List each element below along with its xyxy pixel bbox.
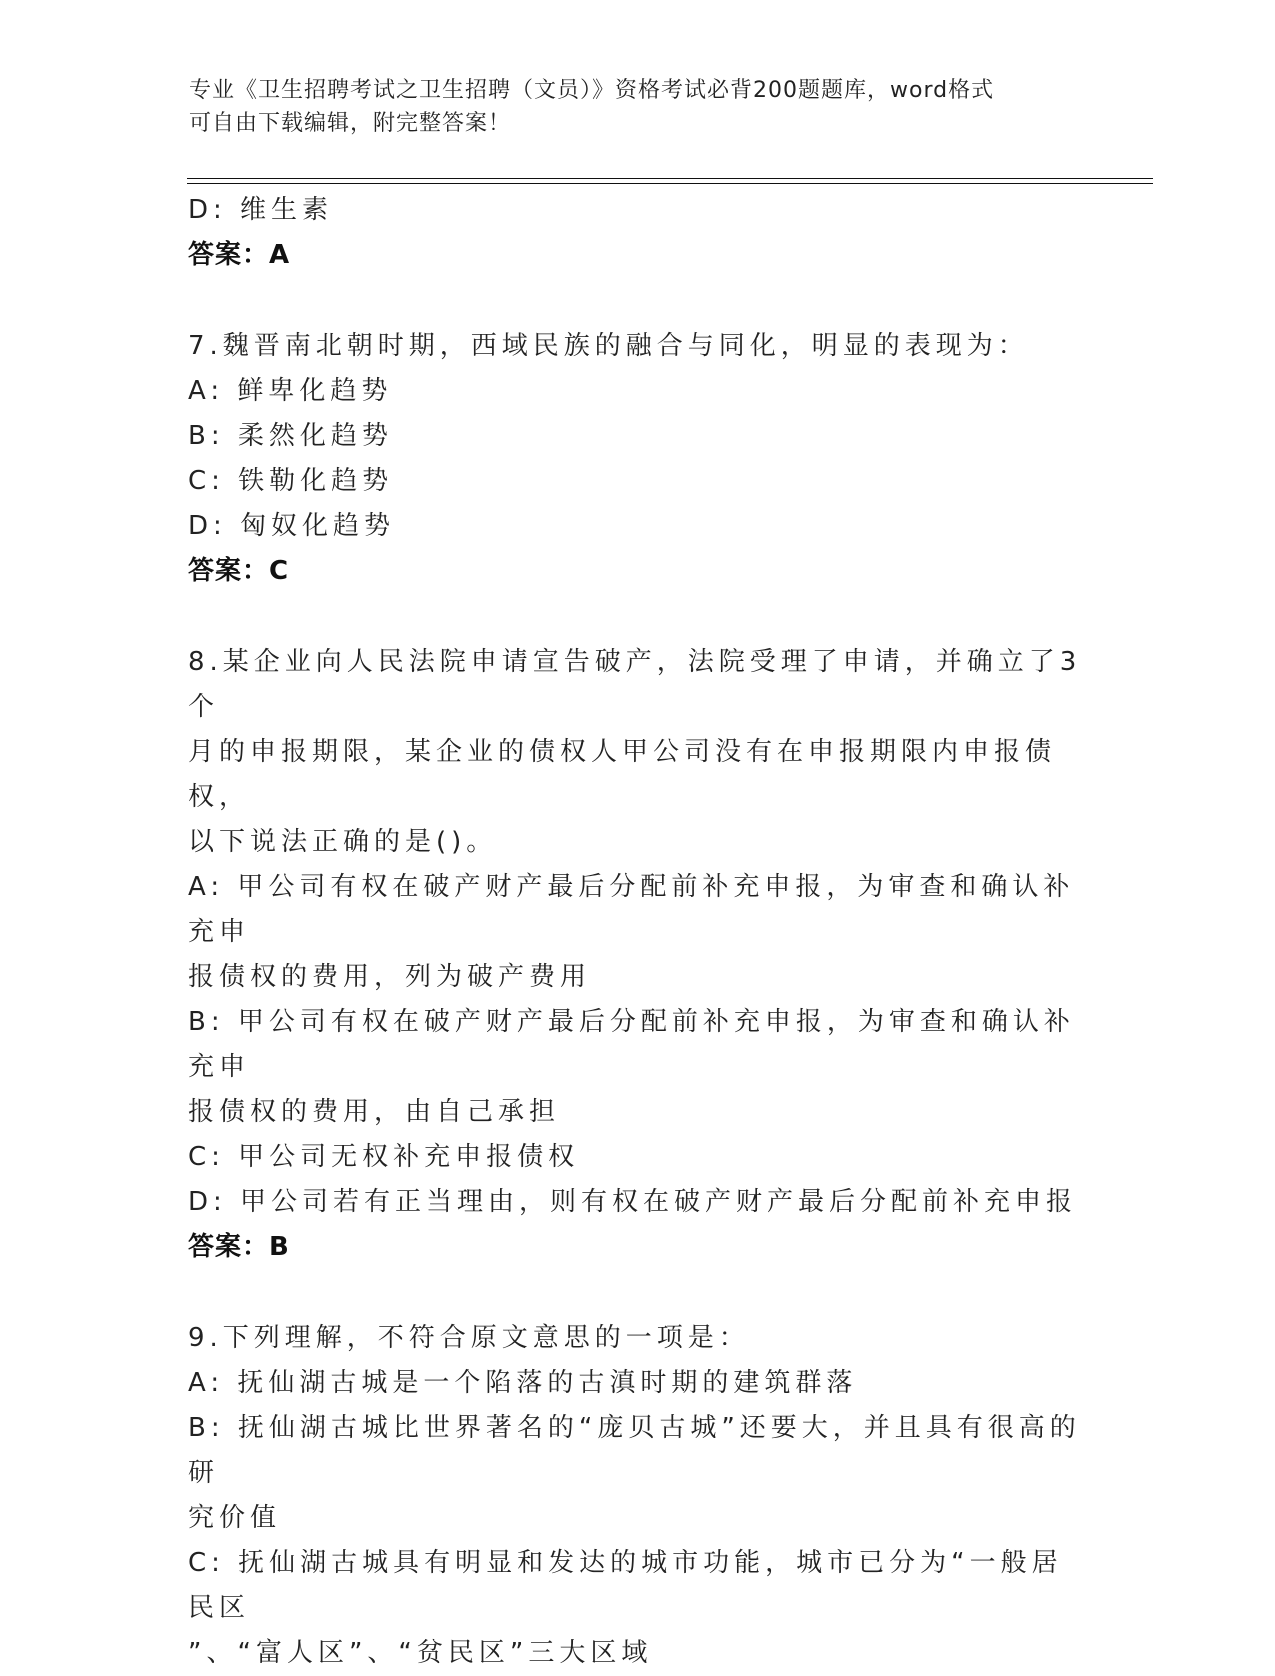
q8-option-c: C: 甲公司无权补充申报债权 <box>188 1142 580 1172</box>
page-header <box>189 74 1069 140</box>
q8-option-b-line-1: B: 甲公司有权在破产财产最后分配前补充申报，为审查和确认补充申 <box>188 1007 1075 1082</box>
q8-question-line-3: 以下说法正确的是()。 <box>188 827 498 857</box>
header-rule-bottom <box>187 183 1153 184</box>
q9-option-a: A: 抚仙湖古城是一个陷落的古滇时期的建筑群落 <box>188 1368 858 1398</box>
question-8-block <box>188 640 1088 1270</box>
q7-question: 7.魏晋南北朝时期，西域民族的融合与同化，明显的表现为： <box>188 331 1029 361</box>
spacer <box>188 1270 1088 1316</box>
q8-question-line-1: 8.某企业向人民法院申请宣告破产，法院受理了申请，并确立了3个 <box>188 647 1082 722</box>
q8-answer: 答案：B <box>188 1232 290 1262</box>
q7-option-a: A: 鲜卑化趋势 <box>188 376 393 406</box>
q8-option-a-line-2: 报债权的费用，列为破产费用 <box>188 962 592 992</box>
question-6-block <box>188 188 1088 278</box>
q9-option-b-line-1: B: 抚仙湖古城比世界著名的“庞贝古城”还要大，并且具有很高的研 <box>188 1413 1081 1488</box>
q9-option-b-line-2: 究价值 <box>188 1503 282 1533</box>
q6-option-d: D: 维生素 <box>188 195 334 225</box>
q7-answer: 答案：C <box>188 556 290 586</box>
question-content <box>188 188 1088 1676</box>
q9-option-c-line-1: C: 抚仙湖古城具有明显和发达的城市功能，城市已分为“一般居民区 <box>188 1548 1063 1623</box>
q9-option-c-line-2: ”、“富人区”、“贫民区”三大区域 <box>188 1638 653 1668</box>
spacer <box>188 594 1088 640</box>
q8-option-b-line-2: 报债权的费用，由自己承担 <box>188 1097 561 1127</box>
header-line-1: 专业《卫生招聘考试之卫生招聘（文员）》资格考试必背200题题库，word格式 <box>189 78 995 103</box>
question-9-block <box>188 1316 1088 1676</box>
q6-answer: 答案：A <box>188 240 291 270</box>
q7-option-c: C: 铁勒化趋势 <box>188 466 394 496</box>
q7-option-b: B: 柔然化趋势 <box>188 421 393 451</box>
question-7-block <box>188 324 1088 594</box>
spacer <box>188 278 1088 324</box>
q7-option-d: D: 匈奴化趋势 <box>188 511 396 541</box>
q8-question-line-2: 月的申报期限，某企业的债权人甲公司没有在申报期限内申报债权， <box>188 737 1057 812</box>
header-line-2: 可自由下载编辑，附完整答案！ <box>189 111 512 136</box>
q8-option-a-line-1: A: 甲公司有权在破产财产最后分配前补充申报，为审查和确认补充申 <box>188 872 1075 947</box>
header-rule-top <box>187 178 1153 179</box>
q8-option-d: D: 甲公司若有正当理由，则有权在破产财产最后分配前补充申报 <box>188 1187 1078 1217</box>
q9-question: 9.下列理解，不符合原文意思的一项是： <box>188 1323 750 1353</box>
